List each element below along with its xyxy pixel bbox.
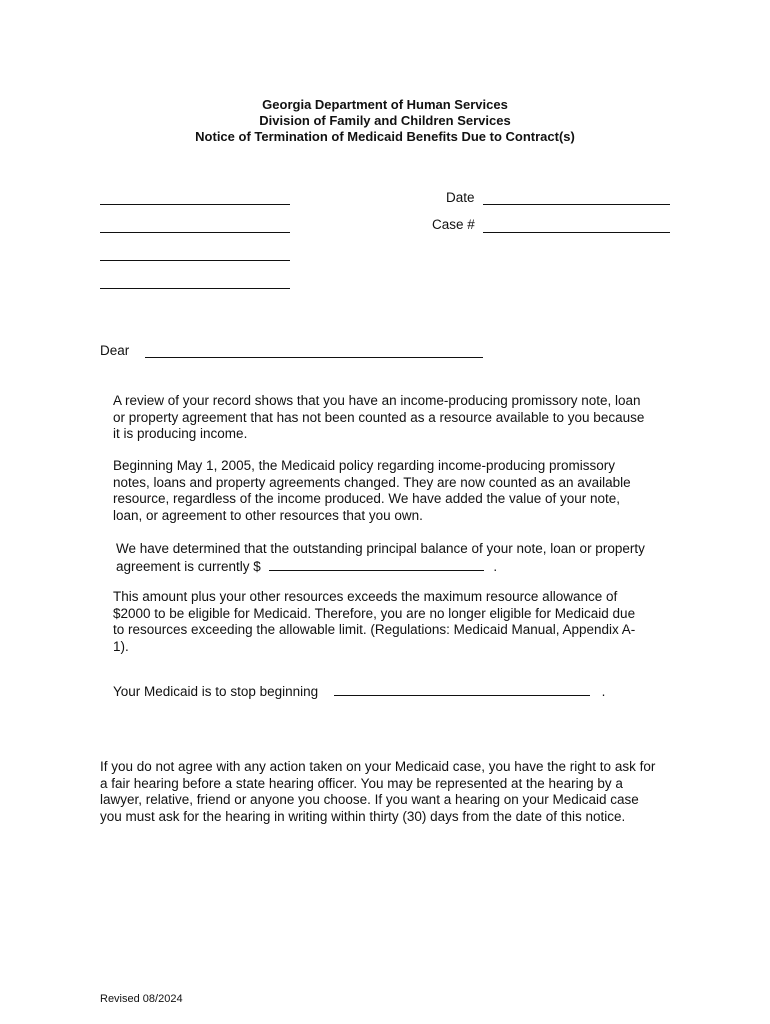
- paragraph-line: We have determined that the outstanding principal balance of your note, loan or property: [116, 541, 645, 556]
- recipient-name-field[interactable]: [145, 357, 483, 358]
- header-title: Notice of Termination of Medicaid Benefits Due to Contract(s): [195, 129, 575, 144]
- fair-hearing-paragraph: [100, 759, 655, 825]
- address-line-3-field[interactable]: [100, 260, 290, 261]
- address-line-4-field[interactable]: [100, 288, 290, 289]
- header-agency: Georgia Department of Human Services: [262, 97, 508, 112]
- paragraph-line: $2000 to be eligible for Medicaid. Therefore, you are no longer eligible for Medicaid due: [113, 605, 636, 621]
- dear-label: Dear: [100, 343, 130, 358]
- header-division: Division of Family and Children Services: [259, 113, 511, 128]
- address-line-2-field[interactable]: [100, 232, 290, 233]
- paragraph-line: loan, or agreement to other resources that you own.: [113, 507, 423, 523]
- paragraph-line: to resources exceeding the allowable limit. (Regulations: Medicaid Manual, Appendix A-: [113, 622, 636, 637]
- ineligibility-paragraph: [113, 589, 635, 655]
- date-label: Date: [446, 190, 475, 205]
- address-line-1-field[interactable]: [100, 204, 290, 205]
- paragraph-line: lawyer, relative, friend or anyone you choose. If you want a hearing on your Medicaid case: [100, 792, 639, 807]
- paragraph-line: 1).: [113, 638, 129, 654]
- balance-amount-field[interactable]: [269, 558, 484, 571]
- document-header: [0, 97, 770, 145]
- principal-balance-paragraph: [116, 541, 645, 575]
- policy-change-paragraph: [113, 458, 631, 524]
- stop-date-prefix: Your Medicaid is to stop beginning: [113, 684, 319, 699]
- stop-date-suffix: .: [601, 684, 606, 699]
- balance-suffix: .: [493, 558, 498, 574]
- paragraph-line: Beginning May 1, 2005, the Medicaid policy regarding income-producing promissory: [113, 458, 616, 473]
- paragraph-line: [113, 683, 605, 701]
- paragraph-line: or property agreement that has not been counted as a resource available to you because: [113, 409, 645, 425]
- balance-prefix: agreement is currently $: [116, 558, 261, 574]
- paragraph-line: [116, 558, 645, 576]
- paragraph-line: If you do not agree with any action taken on your Medicaid case, you have the right to ask for: [100, 759, 656, 774]
- case-number-label: Case #: [432, 217, 475, 232]
- stop-date-paragraph: [113, 683, 605, 701]
- stop-date-field[interactable]: [334, 683, 590, 696]
- paragraph-line: you must ask for the hearing in writing within thirty (30) days from the date of this notice.: [100, 808, 626, 824]
- paragraph-line: notes, loans and property agreements changed. They are now counted as an available: [113, 474, 631, 490]
- paragraph-line: This amount plus your other resources exceeds the maximum resource allowance of: [113, 589, 618, 604]
- paragraph-line: it is producing income.: [113, 426, 248, 441]
- paragraph-line: a fair hearing before a state hearing officer. You may be represented at the hearing by a: [100, 775, 623, 791]
- paragraph-line: resource, regardless of the income produced. We have added the value of your note,: [113, 491, 621, 506]
- review-paragraph: [113, 393, 644, 443]
- paragraph-line: A review of your record shows that you have an income-producing promissory note, loan: [113, 393, 641, 408]
- date-field[interactable]: [483, 204, 670, 205]
- case-number-field[interactable]: [483, 232, 670, 233]
- revision-date: Revised 08/2024: [100, 993, 183, 1005]
